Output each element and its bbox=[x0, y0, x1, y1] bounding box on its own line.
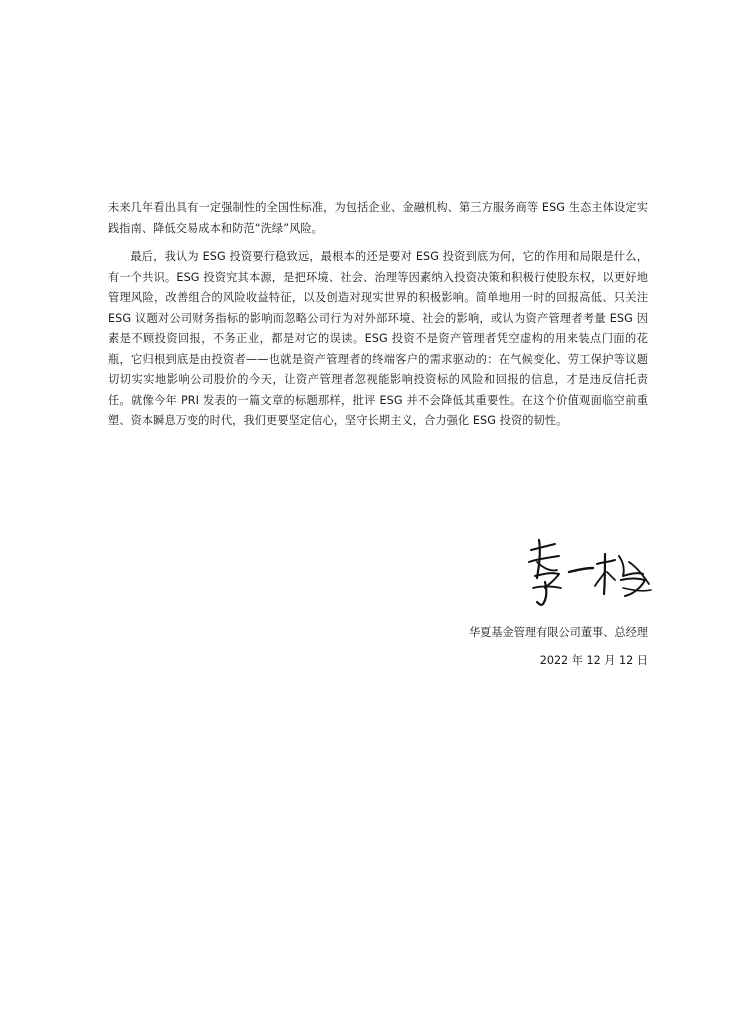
document-body bbox=[108, 198, 648, 440]
paragraph-1: 未来几年看出具有一定强制性的全国性标准，为包括企业、金融机构、第三方服务商等 ESG 生态主体设定实践指南、降低交易成本和防范“洗绿”风险。 bbox=[108, 201, 648, 235]
signature-image bbox=[525, 532, 655, 612]
signature-date: 2022 年 12 月 12 日 bbox=[539, 654, 648, 667]
paragraph-2: 最后，我认为 ESG 投资要行稳致远，最根本的还是要对 ESG 投资到底为何，它的作用和局限是什么，有一个共识。ESG 投资究其本源，是把环境、社会、治理等因素纳入投资决策和积极行使股东权，以更好地管理风险，改善组合的风险收益特征，以及创造对现实世界的积极影响。简单地用一时的回报高低、只关注 ESG 议题对公司财务指标的影响而忽略公司行为对外部环境、社会的影响，或认为资产管理者考量 ESG 因素是不顾投资回报，不务正业，都是对它的误读。ESG 投资不是资产管理者凭空虚构的用来装点门面的花瓶，它归根到底是由投资者——也就是资产管理者的终端客户的需求驱动的：在气候变化、劳工保护等议题切切实实地影响公司股价的今天，让资产管理者忽视能影响投资标的风险和回报的信息，才是违反信托责任。就像今年 PRI 发表的一篇文章的标题那样，批评 ESG 并不会降低其重要性。在这个价值观面临空前重塑、资本瞬息万变的时代，我们更要坚定信心，坚守长期主义，合力强化 ESG 投资的韧性。 bbox=[108, 250, 648, 427]
handwritten-signature bbox=[525, 532, 655, 612]
signatory-title: 华夏基金管理有限公司董事、总经理 bbox=[468, 626, 648, 639]
